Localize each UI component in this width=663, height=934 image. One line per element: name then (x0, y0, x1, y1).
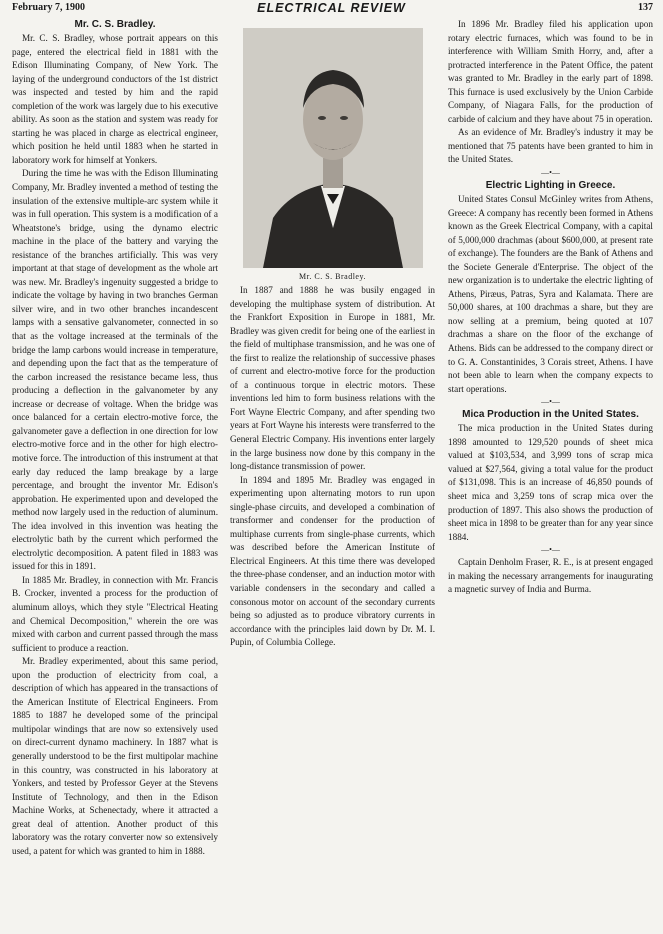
paragraph-continued: Mr. Bradley experimented, about this same period, upon the production of electricity from coal, a description of which has appeared in the transactions of the American Institute of Electrical Engineers. From 1885 to 1887 he developed some of the principal multipolar windings that are now so extensively used on direct-current dynamo machinery. In 1887 what is generally understood to be the first multipolar machine in this country, was constructed in his laboratory at Yonkers, and tested by Professor Geyer at the Stevens Institute of Technology, and then in the Edison Machine Works, at Schenectady, where it attracted a great deal of attention. Another product of this laboratory was the rotary converter now so extensively used, a patent for which was granted to him in 1888. (12, 656, 218, 856)
paragraph: In 1885 Mr. Bradley, in connection with Mr. Francis B. Crocker, invented a process for the production of aluminum alloys, which they style "Electrical Heating and Chemical Decomposition," wherein the ore was mixed with carbon and current passed through the mass sufficient to produce a reaction. (12, 574, 218, 653)
paragraph: As an evidence of Mr. Bradley's industry it may be mentioned that 75 patents have been granted to him in the United States. (448, 127, 653, 165)
paragraph: Captain Denholm Fraser, R. E., is at present engaged in making the necessary arrangements for inaugurating a magnetic survey of India and Burma. (448, 557, 653, 595)
separator-rule: —•— (541, 397, 560, 407)
portrait-figure (243, 28, 423, 268)
column-2 (230, 18, 435, 928)
paragraph: The mica production in the United States during 1898 amounted to 129,520 pounds of sheet mica valued at $103,534, and 3,999 tons of scrap mica valued at $27,564, giving a total value for the product of $131,098. This is an increase of 46,850 pounds of sheet mica and 3,259 tons of scrap mica over the production of 1897. This also shows the production of sheet mica in 1898 to be greater than for any year since 1884. (448, 423, 653, 542)
page-number: 137 (638, 2, 653, 13)
paragraph: In 1887 and 1888 he was busily engaged in developing the multiphase system of distribution. At the Frankfort Exposition in Europe in 1881, Mr. Bradley was given credit for being one of the earliest in the field of multiphase transmission, and he was one of the first to realize the relationship of successive phases of current and electro-motive force for the production of a continuous torque in electric motors. These inventions led him to form business relations with the Fort Wayne Electric Company, and after spending two years at Fort Wayne his interests were transferred to the General Electric Company. His inventions enter largely in the large business now done by this company in the long-distance transmission of power. (230, 285, 435, 472)
paragraph: Mr. C. S. Bradley, whose portrait appears on this page, entered the electrical field in 1881 with the Edison Illuminating Company, of New York. The laying of the underground conductors of the 1st district was inspected and tested by him and the rapid completion of the work was largely due to his executive ability. As soon as the station and system was ready for starting he was placed in charge as electrical engineer, which position he held until 1883 when he started in laboratory work for himself at Yonkers. (12, 33, 218, 165)
journal-title: ELECTRICAL REVIEW (257, 1, 406, 15)
article-title-greece: Electric Lighting in Greece. (485, 180, 616, 192)
paragraph: During the time he was with the Edison Illuminating Company, Mr. Bradley invented a method of testing the insulation of the extensive multiple-arc system while it was in full operation. This system is a modification of a Wheatstone's bridge, using the dynamo electric machine in the place of the battery and varying the resistance of the branches artificially. This was very important at that stage of development as the whole art was new. Mr. Bradley's ingenuity suggested a bridge to indicate the voltage by having in two branches German silver wire, and in two other branches incandescent lamps with a sensative galvanometer, connected in so that as the voltage increased at the terminals of the bridge the lamp carbons would increase in temperature, and depending upon the fact that as the temperature of the carbon increased the resistance became less, thus producing a deflection in the galvanometer by any increase or decrease of voltage. When the bridge was once balanced for a certain electro-motive force, the galvanometer gave a deflection in one direction for low electro-motive force and in the other for high electro-motive force. The introduction of this instrument at that early day reduced the lamp breakage by a large percentage, and brought the inventor Mr. Edison's approbation. He experimented upon and developed the method now largely used in the reduction of aluminum. The idea involved in this invention was heating the electrolytic bath by the current which performed the electrolytic decomposition. A patent filed in 1883 was issued for this in 1891. (12, 168, 218, 572)
separator-rule: —•— (541, 168, 560, 178)
article-title-bradley: Mr. C. S. Bradley. (74, 19, 156, 30)
separator-rule: —•— (541, 545, 560, 555)
column-3 (448, 18, 653, 928)
paragraph: In 1896 Mr. Bradley filed his application upon rotary electric furnaces, which was found to be in interference with William Smith Horry, and, after a protracted interference in the Patent Office, the patent was granted to Mr. Bradley in the early part of 1898. This furnace is used exclusively by the Union Carbide Company, of Niagara Falls, for the production of carbide of calcium and they have about 75 in operation. (448, 19, 653, 124)
article-title-mica: Mica Production in the United States. (462, 409, 639, 421)
paragraph: United States Consul McGinley writes from Athens, Greece: A company has recently been formed in Athens known as the Greek Electrical Company, with a capital of 5,000,000 drachmas (about $600,000, at present rate of exchange). The founders are the Bank of Athens and the Societe Generale d'Enterprise. The object of the new organization is to undertake the electric lighting of Athens, Piræus, Patras, Syra and Kalamata. There are 50,000 shares, at 100 drachmas a share, but they are now selling at a premium, being quoted at 107 drachmas a share on the floor of the exchange of Athens. Bids can be addressed to the company direct or to G. A. Constantinides, 3 Corais street, Athens. I have not been able to learn when the company expects to start operations. (448, 194, 653, 394)
paragraph: In 1894 and 1895 Mr. Bradley was engaged in experimenting upon alternating motors to run upon single-phase circuits, and developed a combination of transformer and condenser for the production of multiphase currents from single-phase currents, which was described before the American Institute of Electrical Engineers. At this time there was developed the three-phase condenser, and an induction motor with variable condensers in the secondary and called a consonous motor on account of the secondary currents being so adjusted as to produce vibratory currents in accordance with the principles laid down by Dr. M. I. Pupin, of Columbia College. (230, 474, 435, 648)
issue-date: February 7, 1900 (12, 2, 86, 13)
page-header (0, 0, 663, 16)
photo-caption: Mr. C. S. Bradley. (299, 272, 366, 281)
column-1 (12, 18, 218, 928)
portrait-photo (243, 28, 423, 268)
